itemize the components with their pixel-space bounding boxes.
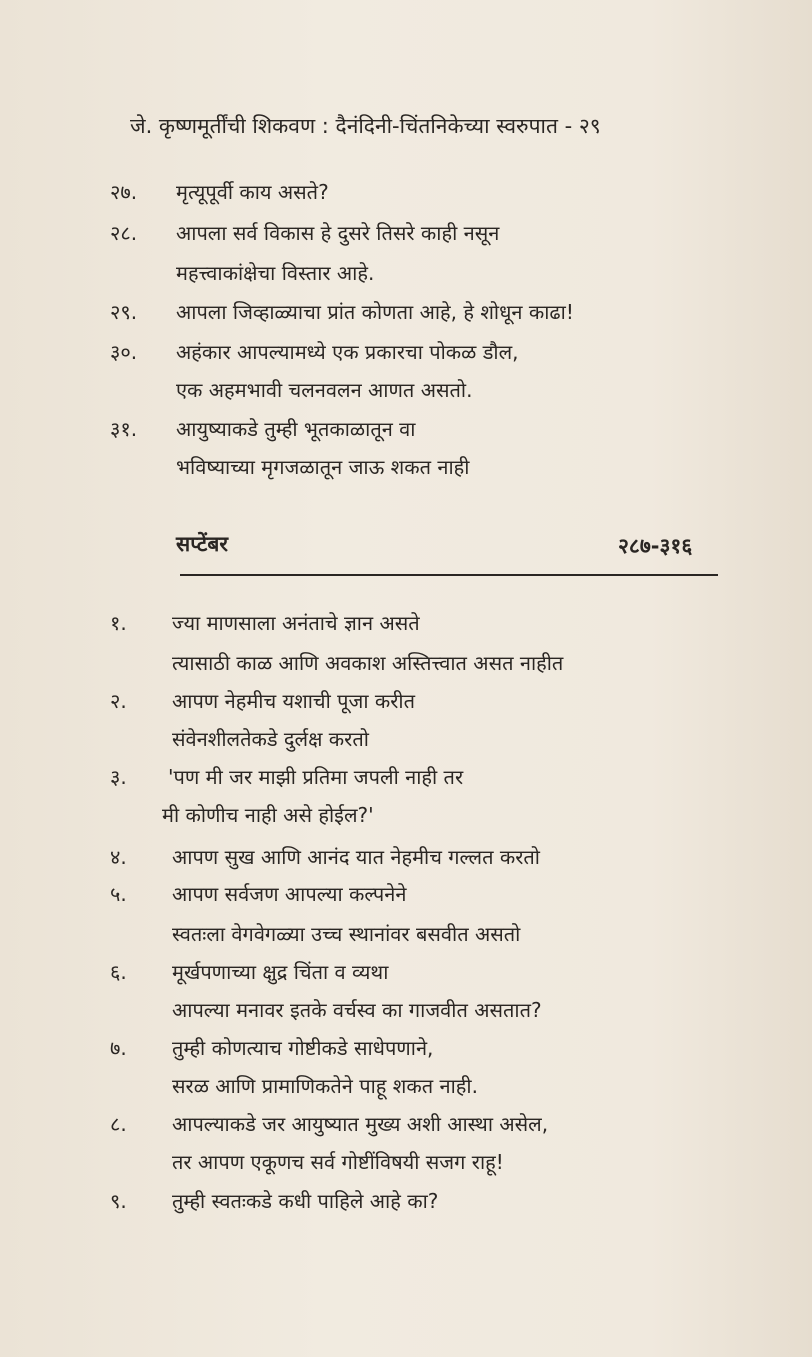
- item-number: ३.: [110, 765, 127, 789]
- item-text: स्वतःला वेगवेगळ्या उच्च स्थानांवर बसवीत असतो: [172, 922, 521, 946]
- running-head: जे. कृष्णमूर्तींची शिकवण : दैनंदिनी-चिंतनिकेच्या स्वरुपात - २९: [130, 114, 601, 138]
- item-number: ३०.: [110, 340, 138, 364]
- item-text: त्यासाठी काळ आणि अवकाश अस्तित्त्वात असत नाहीत: [172, 651, 564, 675]
- item-text: आपण सुख आणि आनंद यात नेहमीच गल्लत करतो: [172, 845, 540, 869]
- item-text: आपण नेहमीच यशाची पूजा करीत: [172, 689, 416, 713]
- item-number: २९.: [110, 300, 138, 324]
- item-text: तुम्ही कोणत्याच गोष्टीकडे साधेपणाने,: [172, 1036, 434, 1060]
- item-text: आपला सर्व विकास हे दुसरे तिसरे काही नसून: [176, 221, 500, 245]
- section-range: २८७-३१६: [618, 534, 693, 558]
- item-number: ६.: [110, 960, 127, 984]
- item-text: तुम्ही स्वतःकडे कधी पाहिले आहे का?: [172, 1189, 439, 1213]
- item-number: ९.: [110, 1189, 127, 1213]
- item-text: अहंकार आपल्यामध्ये एक प्रकारचा पोकळ डौल,: [176, 340, 519, 364]
- item-text: 'पण मी जर माझी प्रतिमा जपली नाही तर: [168, 765, 464, 789]
- item-text: सरळ आणि प्रामाणिकतेने पाहू शकत नाही.: [172, 1074, 478, 1098]
- item-number: ८.: [110, 1112, 127, 1136]
- section-divider: [180, 574, 718, 576]
- item-text: मूर्खपणाच्या क्षुद्र चिंता व व्यथा: [172, 960, 389, 984]
- item-text: मृत्यूपूर्वी काय असते?: [176, 180, 329, 204]
- item-text: भविष्याच्या मृगजळातून जाऊ शकत नाही: [176, 455, 470, 479]
- item-number: १.: [110, 611, 127, 635]
- item-number: २७.: [110, 180, 138, 204]
- item-text: आपल्या मनावर इतके वर्चस्व का गाजवीत असतात?: [172, 998, 542, 1022]
- item-text: आपल्याकडे जर आयुष्यात मुख्य अशी आस्था असेल,: [172, 1112, 549, 1136]
- item-text: तर आपण एकूणच सर्व गोष्टींविषयी सजग राहू!: [172, 1150, 504, 1174]
- item-number: ३१.: [110, 417, 138, 441]
- item-number: २८.: [110, 221, 138, 245]
- item-text: ज्या माणसाला अनंताचे ज्ञान असते: [172, 611, 420, 635]
- item-text: संवेनशीलतेकडे दुर्लक्ष करतो: [172, 727, 369, 751]
- item-text: आपण सर्वजण आपल्या कल्पनेने: [172, 882, 407, 906]
- item-text: मी कोणीच नाही असे होईल?': [162, 803, 374, 827]
- section-title: सप्टेंबर: [176, 532, 228, 556]
- item-number: ४.: [110, 845, 127, 869]
- item-text: महत्त्वाकांक्षेचा विस्तार आहे.: [176, 261, 375, 285]
- item-number: ५.: [110, 882, 127, 906]
- item-text: एक अहमभावी चलनवलन आणत असतो.: [176, 378, 473, 402]
- item-text: आयुष्याकडे तुम्ही भूतकाळातून वा: [176, 417, 416, 441]
- item-text: आपला जिव्हाळ्याचा प्रांत कोणता आहे, हे शोधून काढा!: [176, 300, 574, 324]
- item-number: ७.: [110, 1036, 127, 1060]
- item-number: २.: [110, 689, 127, 713]
